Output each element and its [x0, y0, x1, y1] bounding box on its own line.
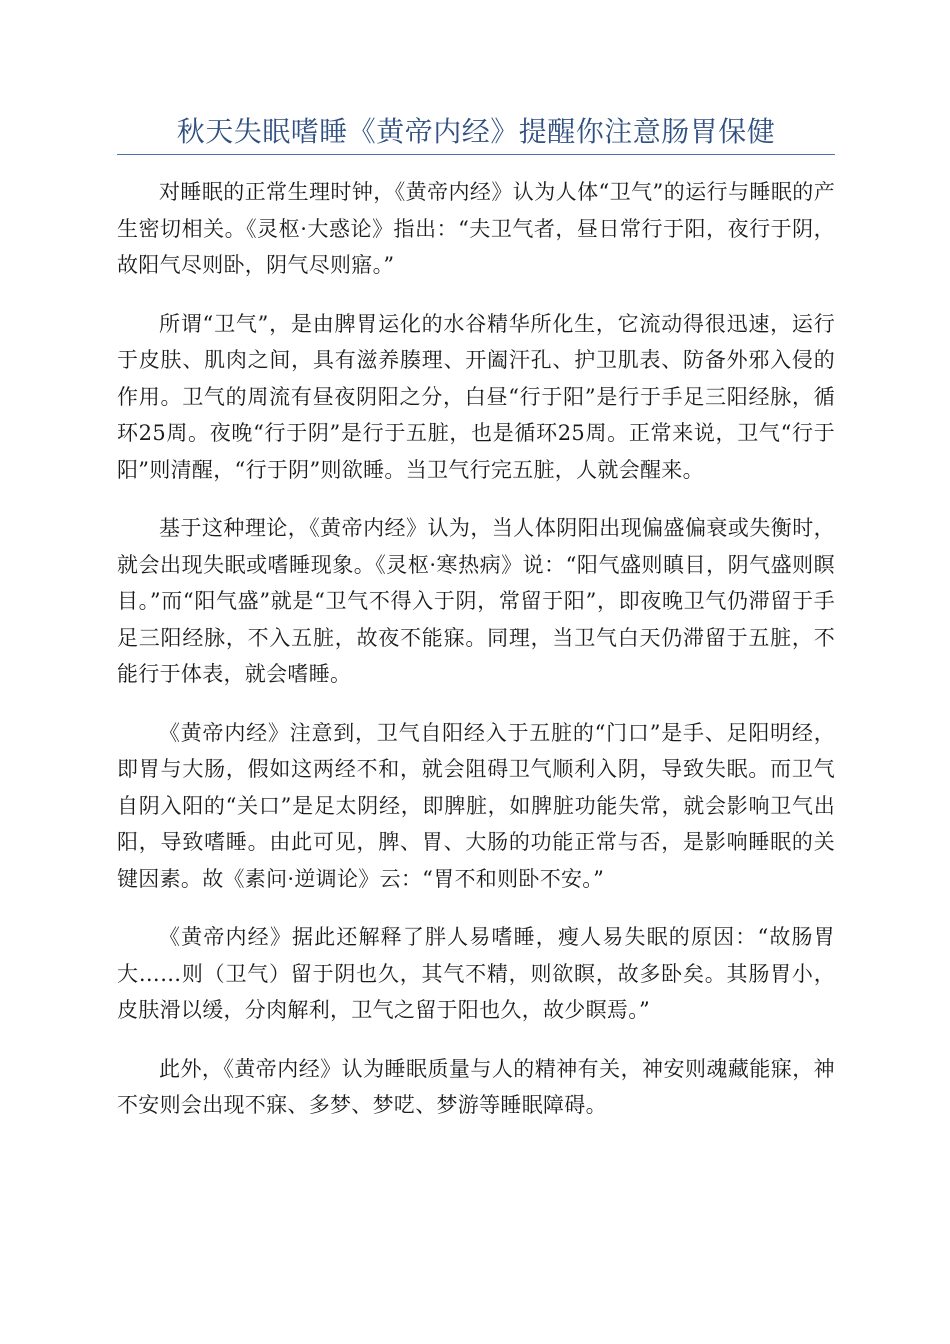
page-title: 秋天失眠嗜睡《黄帝内经》提醒你注意肠胃保健: [176, 115, 776, 148]
paragraph-4: 《黄帝内经》注意到，卫气自阳经入于五脏的“门口”是手、足阳明经，即胃与大肠，假如这两经不和，就会阻碍卫气顺利入阴，导致失眠。而卫气自阴入阳的“关口”是足太阴经，即脾脏，如脾脏功能失常，就会影响卫气出阳，导致嗜睡。由此可见，脾、胃、大肠的功能正常与否，是影响睡眠的关键因素。故《素问·逆调论》云：“胃不和则卧不安。”: [117, 720, 835, 891]
paragraph-5: 《黄帝内经》据此还解释了胖人易嗜睡，瘦人易失眠的原因：“故肠胃大……则（卫气）留于阴也久，其气不精，则欲瞑，故多卧矣。其肠胃小，皮肤滑以缓，分肉解利，卫气之留于阳也久，故少瞑焉。”: [117, 925, 835, 1022]
paragraph-2: 所谓“卫气”，是由脾胃运化的水谷精华所化生，它流动得很迅速，运行于皮肤、肌肉之间，具有滋养腠理、开阖汗孔、护卫肌表、防备外邪入侵的作用。卫气的周流有昼夜阴阳之分，白昼“行于阳”是行于手足三阳经脉，循环25周。夜晚“行于阴”是行于五脏，也是循环25周。正常来说，卫气“行于阳”则清醒，“行于阴”则欲睡。当卫气行完五脏，人就会醒来。: [117, 311, 835, 482]
paragraph-3: 基于这种理论，《黄帝内经》认为，当人体阴阳出现偏盛偏衰或失衡时，就会出现失眠或嗜睡现象。《灵枢·寒热病》说：“阳气盛则瞋目，阴气盛则瞑目。”而“阳气盛”就是“卫气不得入于阴，常留于阳”，即夜晚卫气仍滞留于手足三阳经脉，不入五脏，故夜不能寐。同理，当卫气白天仍滞留于五脏，不能行于体表，就会嗜睡。: [117, 516, 835, 686]
paragraph-1: 对睡眠的正常生理时钟，《黄帝内经》认为人体“卫气”的运行与睡眠的产生密切相关。《灵枢·大惑论》指出：“夫卫气者，昼日常行于阳，夜行于阴，故阳气尽则卧，阴气尽则寤。”: [117, 180, 835, 277]
title-underline: [117, 154, 835, 155]
article-body: [117, 174, 835, 1146]
paragraph-6: 此外，《黄帝内经》认为睡眠质量与人的精神有关，神安则魂藏能寐，神不安则会出现不寐、多梦、梦呓、梦游等睡眠障碍。: [117, 1056, 835, 1117]
